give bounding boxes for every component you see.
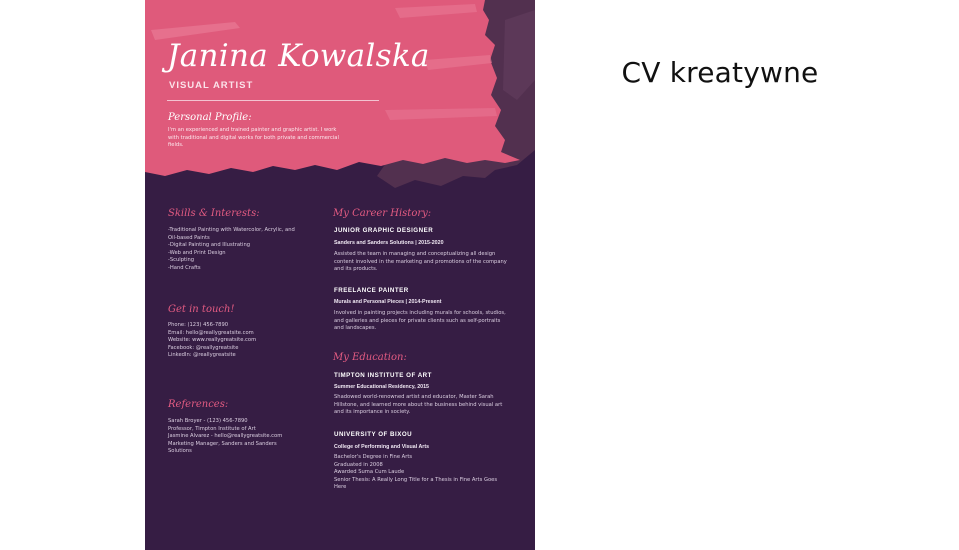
skills-item: -Web and Print Design (168, 249, 226, 256)
job-title: FREELANCE PAINTER (334, 287, 409, 294)
contact-website: Website: www.reallygreatsite.com (168, 337, 257, 344)
career-heading: My Career History: (333, 208, 432, 219)
skills-list (168, 227, 295, 273)
cv-name: Janina Kowalska (167, 38, 430, 74)
school-description-line: Senior Thesis: A Really Long Title for a Thesis in Fine Arts Goes (334, 476, 498, 483)
contact-list (168, 322, 256, 360)
skills-item: -Traditional Painting with Watercolor, Acrylic, and (168, 227, 295, 233)
job-description-line: and its products. (334, 266, 378, 273)
contact-heading: Get in touch! (168, 304, 235, 315)
contact-facebook: Facebook: @reallygreatsite (168, 344, 239, 351)
job-description-line: Involved in painting projects including murals for schools, studios, (334, 310, 506, 316)
school-description-line: Here (334, 484, 347, 491)
job-description-line: Assisted the team in managing and conceptualizing all design (334, 251, 496, 257)
cv-role: VISUAL ARTIST (169, 80, 254, 91)
school-description-line: Awarded Suma Cum Laude (334, 469, 405, 476)
skills-item: Oil-based Paints (168, 234, 210, 241)
school-description-line: Shadowed world-renowned artist and educator, Master Sarah (334, 394, 494, 400)
job-description (334, 251, 507, 274)
reference-line: Marketing Manager, Sanders and Sanders (168, 440, 277, 447)
school-description (334, 394, 502, 417)
cv-document (145, 0, 535, 550)
school-description (334, 454, 497, 492)
contact-email: Email: hello@reallygreatsite.com (168, 329, 254, 336)
skills-item: -Hand Crafts (168, 264, 201, 271)
slide-title: CV kreatywne (621, 56, 819, 89)
job-organization: Murals and Personal Pieces | 2014-Present (334, 299, 442, 305)
school-program: Summer Educational Residency, 2015 (334, 384, 429, 390)
skills-heading: Skills & Interests: (168, 208, 260, 219)
job-description-line: content involved in the marketing and promotions of the company (334, 258, 507, 265)
profile-line: with traditional and digital works for both private and commercial (168, 134, 339, 141)
contact-linkedin: LinkedIn: @reallygreatsite (168, 352, 236, 359)
header-divider (167, 100, 379, 101)
education-heading: My Education: (333, 352, 407, 363)
profile-heading: Personal Profile: (168, 112, 252, 123)
skills-item: -Digital Painting and Illustrating (168, 242, 251, 249)
reference-line: Jasmine Alvarez - hello@reallygreatsite.com (168, 433, 283, 440)
skills-item: -Sculpting (168, 257, 195, 264)
profile-line: fields. (168, 142, 184, 149)
job-description-line: and landscapes. (334, 325, 377, 332)
school-title: TIMPTON INSTITUTE OF ART (334, 372, 432, 379)
reference-line: Professor, Timpton Institute of Art (168, 425, 256, 432)
job-title: JUNIOR GRAPHIC DESIGNER (334, 227, 434, 234)
school-description-line: Bachelor's Degree in Fine Arts (334, 454, 413, 460)
profile-line: I'm an experienced and trained painter and graphic artist. I work (168, 127, 337, 133)
school-description-line: Hillstone, and learned more about the business behind visual art (334, 401, 503, 408)
school-title: UNIVERSITY OF BIXOU (334, 431, 413, 438)
profile-text (168, 127, 339, 150)
reference-line: Sarah Broyer - (123) 456-7890 (168, 418, 248, 424)
school-description-line: and its importance in society. (334, 409, 411, 416)
school-description-line: Graduated in 2008 (334, 461, 383, 468)
references-list (168, 418, 282, 456)
job-description-line: and galleries and pieces for private clients such as self-portraits (334, 317, 501, 324)
school-program: College of Performing and Visual Arts (334, 444, 430, 450)
job-description (334, 310, 506, 333)
references-heading: References: (168, 399, 229, 410)
contact-phone: Phone: (123) 456-7890 (168, 322, 229, 328)
reference-line: Solutions (168, 448, 192, 455)
job-organization: Sanders and Sanders Solutions | 2015-2020 (334, 240, 444, 246)
